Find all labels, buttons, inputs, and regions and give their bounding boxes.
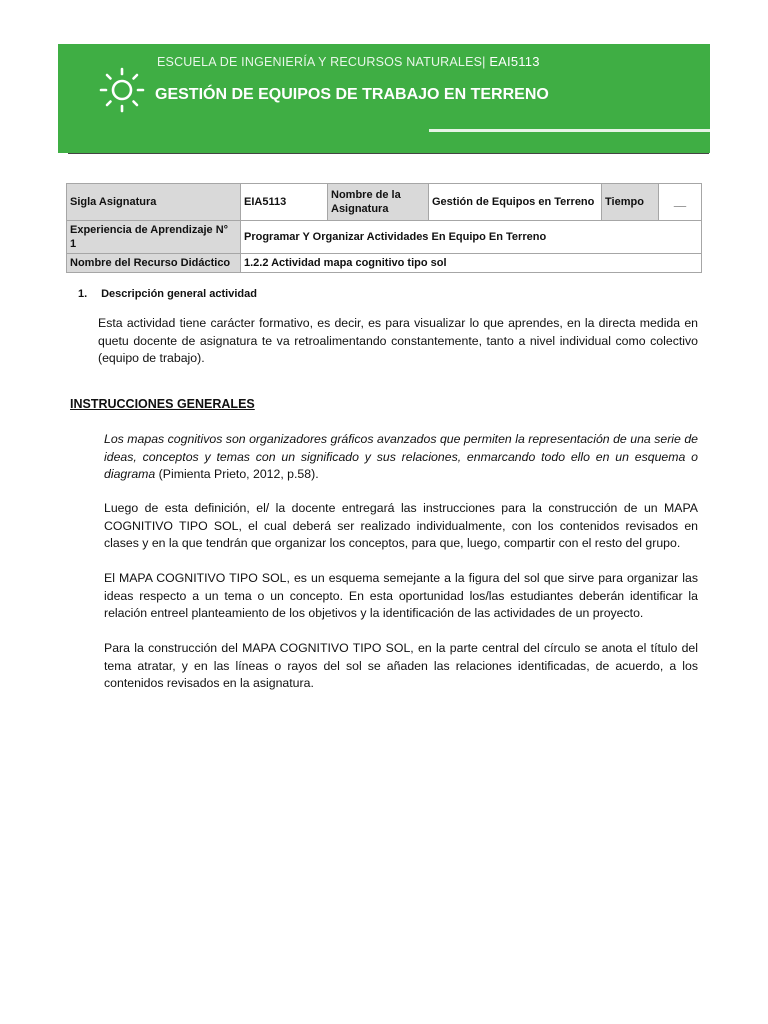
section-title: Descripción general actividad <box>101 288 257 300</box>
tiempo-label: Tiempo <box>602 184 659 221</box>
school-label: ESCUELA DE INGENIERÍA Y RECURSOS NATURALES <box>157 55 483 69</box>
instructions-heading: INSTRUCCIONES GENERALES <box>70 397 255 411</box>
nombre-value: Gestión de Equipos en Terreno <box>429 184 602 221</box>
sigla-value: EIA5113 <box>241 184 328 221</box>
recurso-value: 1.2.2 Actividad mapa cognitivo tipo sol <box>241 254 702 273</box>
course-code: EAI5113 <box>489 54 540 69</box>
section-number: 1. <box>78 288 88 300</box>
school-name <box>157 54 540 69</box>
recurso-label: Nombre del Recurso Didáctico <box>67 254 241 273</box>
experiencia-value: Programar Y Organizar Actividades En Equipo En Terreno <box>241 221 702 254</box>
citation-text: (Pimienta Prieto, 2012, p.58). <box>155 467 319 481</box>
instruction-paragraph: Para la construcción del MAPA COGNITIVO TIPO SOL, en la parte central del círculo se anota el título del tema atratar, y en las líneas o rayos del sol se añaden las relaciones identificadas, de acuerdo, a los contenidos revisados en la asignatura. <box>104 641 698 690</box>
header-stripe <box>429 129 710 132</box>
course-title: GESTIÓN DE EQUIPOS DE TRABAJO EN TERRENO <box>155 86 549 103</box>
header-rule <box>68 153 709 154</box>
course-info-table <box>66 183 702 273</box>
tiempo-value: __ <box>659 184 702 221</box>
table-row <box>67 221 702 254</box>
definition-paragraph <box>104 431 698 484</box>
table-row <box>67 254 702 273</box>
header-banner <box>58 44 710 153</box>
header-separator: | <box>482 55 486 69</box>
description-paragraph: Esta actividad tiene carácter formativo, es decir, es para visualizar lo que aprendes, en la directa medida en quetu docente de asignatura te va retroalimentando constantemente, tanto a nivel individual como colectivo (equipo de trabajo). <box>98 316 698 365</box>
sun-icon <box>98 66 146 114</box>
section-heading <box>78 288 257 300</box>
instruction-paragraph: Luego de esta definición, el/ la docente entregará las instrucciones para la construcción de un MAPA COGNITIVO TIPO SOL, el cual deberá ser realizado individualmente, con los contenidos revisados en clases y en la que tendrán que organizar los conceptos, para que, luego, compartir con el resto del grupo. <box>104 501 698 550</box>
sigla-label: Sigla Asignatura <box>67 184 241 221</box>
definition-text: Los mapas cognitivos son organizadores gráficos avanzados que permiten la representación de una serie de ideas, conceptos y temas con un significado y sus relaciones, enmarcando todo ello en un esquema o diagrama <box>104 432 698 481</box>
table-row <box>67 184 702 221</box>
experiencia-label: Experiencia de Aprendizaje N° 1 <box>67 221 241 254</box>
nombre-label: Nombre de la Asignatura <box>328 184 429 221</box>
instruction-paragraph: El MAPA COGNITIVO TIPO SOL, es un esquema semejante a la figura del sol que sirve para organizar las ideas respecto a un tema o un concepto. En esta oportunidad los/las estudiantes deberán identificar la relación entreel planteamiento de los objetivos y la identificación de las actividades de un proyecto. <box>104 571 698 620</box>
